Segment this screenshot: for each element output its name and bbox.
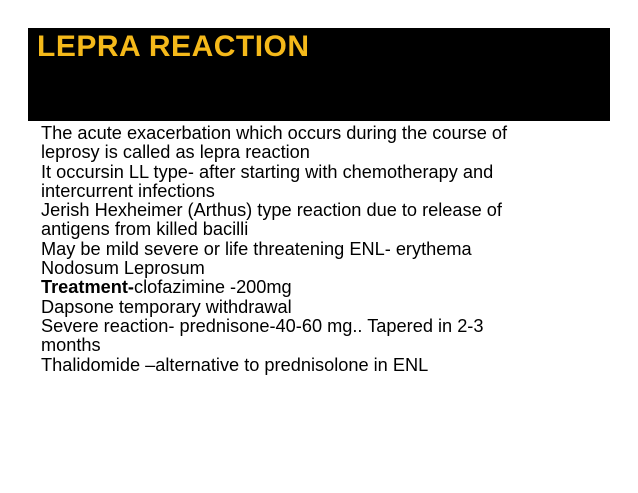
- body-line: [41, 317, 611, 336]
- body-line-text: intercurrent infections: [41, 180, 215, 201]
- body-line: [41, 201, 611, 220]
- body-line-text: It occursin LL type- after starting with chemotherapy and: [41, 161, 494, 182]
- body-line-text: May be mild severe or life threatening ENL- erythema: [41, 238, 472, 259]
- body-line: [41, 259, 611, 278]
- body-line: [41, 182, 611, 201]
- body-line: [41, 220, 611, 239]
- body-line-text: leprosy is called as lepra reaction: [41, 142, 310, 163]
- body-line: [41, 163, 611, 182]
- slide-body: [41, 124, 611, 375]
- body-line-text: antigens from killed bacilli: [41, 219, 249, 240]
- body-line: [41, 124, 611, 143]
- body-line: [41, 336, 611, 355]
- body-line-text: Nodosum Leprosum: [41, 258, 205, 279]
- treatment-label: Treatment-: [41, 277, 134, 298]
- treatment-line: [41, 278, 611, 297]
- body-line-text: months: [41, 335, 101, 356]
- body-line-text: Jerish Hexheimer (Arthus) type reaction due to release of: [41, 200, 502, 221]
- body-line-text: Dapsone temporary withdrawal: [41, 296, 292, 317]
- body-line: [41, 143, 611, 162]
- body-line: [41, 356, 611, 375]
- body-line-text: Thalidomide –alternative to prednisolone in ENL: [41, 354, 429, 375]
- slide-title: LEPRA REACTION: [37, 30, 310, 63]
- body-line-text: The acute exacerbation which occurs during the course of: [41, 123, 508, 143]
- body-line: [41, 240, 611, 259]
- body-line-text: Severe reaction- prednisone-40-60 mg.. Tapered in 2-3: [41, 315, 484, 336]
- body-line-text: clofazimine -200mg: [133, 277, 292, 298]
- body-line: [41, 298, 611, 317]
